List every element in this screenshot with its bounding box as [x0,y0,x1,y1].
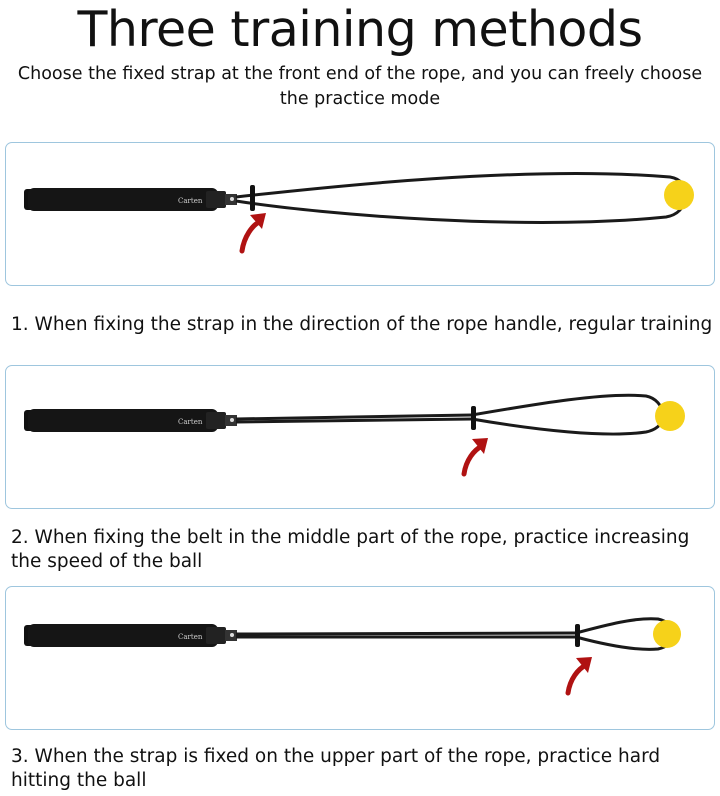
grip-brand-label: Carten [178,197,203,205]
rope-loop-icon [236,174,684,223]
method-3-caption: 3. When the strap is fixed on the upper part of the rope, practice hard hitting the ball [11,746,661,791]
method-3-trainer-illustration [6,587,713,728]
method-2-image-panel [5,365,715,509]
yellow-ball-icon [655,401,685,431]
rope-loop-icon [236,619,672,650]
method-1-caption: 1. When fixing the strap in the direction of the rope handle, regular training [11,314,713,335]
golf-grip-handle-icon [24,409,237,432]
strap-icon [471,406,476,430]
grip-brand-label: Carten [178,418,203,426]
method-1-trainer-illustration [6,143,713,284]
golf-grip-handle-icon [24,624,237,647]
golf-grip-handle-icon [24,188,237,211]
red-curved-arrow-icon [464,438,488,474]
grip-brand-label: Carten [178,633,203,641]
strap-icon [575,624,580,647]
method-2-caption: 2. When fixing the belt in the middle part of the rope, practice increasing the speed of the ball [11,527,690,572]
method-2-trainer-illustration [6,366,713,507]
rope-loop-icon [236,395,662,434]
page-title: Three training methods [77,1,643,58]
red-curved-arrow-icon [568,657,592,693]
yellow-ball-icon [664,180,694,210]
yellow-ball-icon [653,620,681,648]
page-subtitle: Choose the fixed strap at the front end of the rope, and you can freely choose the practice mode [17,64,703,109]
strap-icon [250,185,255,211]
red-curved-arrow-icon [242,213,266,251]
method-1-image-panel [5,142,715,286]
method-3-image-panel [5,586,715,730]
